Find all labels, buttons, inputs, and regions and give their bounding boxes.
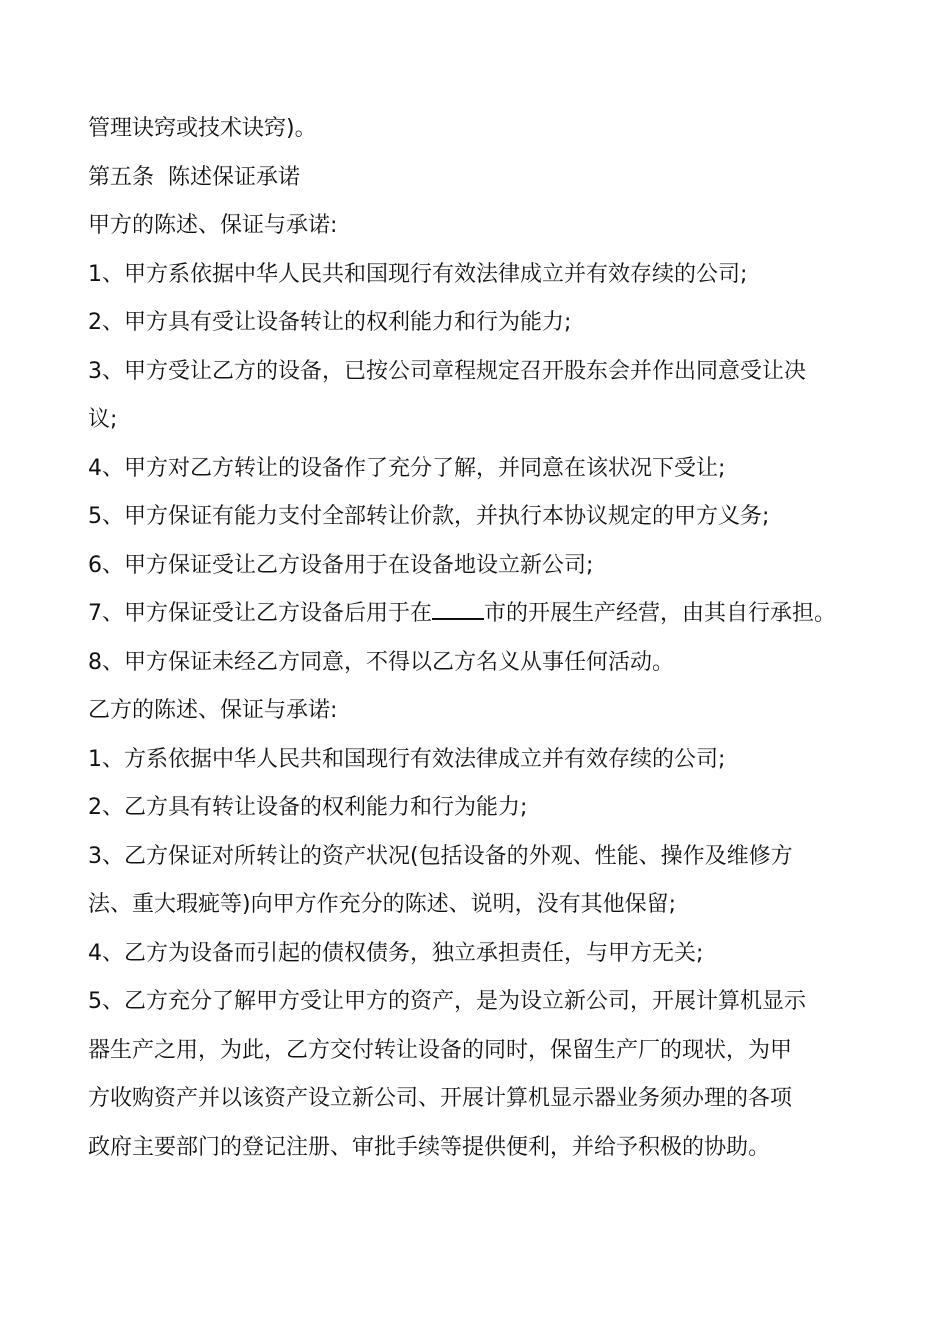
party-a-item-2 <box>88 307 888 356</box>
party-a-heading <box>88 210 888 259</box>
party-b-item-4-text: 4、乙方为设备而引起的债权债务，独立承担责任，与甲方无关; <box>88 940 704 966</box>
party-a-item-4 <box>88 453 888 502</box>
party-b-item-5-cont-3 <box>88 1132 888 1181</box>
party-b-item-1-text: 1、方系依据中华人民共和国现行有效法律成立并有效存续的公司; <box>88 746 726 772</box>
text-line-1-text: 管理诀窍或技术诀窍)。 <box>88 116 317 141</box>
document-body <box>88 113 888 1180</box>
party-b-item-5-cont-2-text: 方收购资产并以该资产设立新公司、开展计算机显示器业务须办理的各项 <box>88 1086 793 1111</box>
party-a-item-6-text: 6、甲方保证受让乙方设备用于在设备地设立新公司; <box>88 552 594 578</box>
party-a-item-3-cont <box>88 404 888 453</box>
party-b-item-2-text: 2、乙方具有转让设备的权利能力和行为能力; <box>88 795 528 820</box>
party-a-item-2-text: 2、甲方具有受让设备转让的权利能力和行为能力; <box>88 310 572 335</box>
party-a-item-5-text: 5、甲方保证有能力支付全部转让价款，并执行本协议规定的甲方义务; <box>88 504 770 529</box>
fill-in-blank <box>432 598 484 620</box>
party-b-item-1 <box>88 744 888 793</box>
party-a-item-7-text-b: 市的开展生产经营，由其自行承担。 <box>484 601 837 626</box>
party-b-item-2 <box>88 792 888 841</box>
party-a-item-8-text: 8、甲方保证未经乙方同意，不得以乙方名义从事任何活动。 <box>88 649 674 675</box>
party-b-item-5-text: 5、乙方充分了解甲方受让甲方的资产，是为设立新公司，开展计算机显示 <box>88 989 806 1014</box>
party-a-item-7 <box>88 598 888 647</box>
party-b-item-4 <box>88 938 888 987</box>
party-a-item-1 <box>88 259 888 308</box>
party-b-item-5-cont-1 <box>88 1035 888 1084</box>
party-b-item-5-cont-3-text: 政府主要部门的登记注册、审批手续等提供便利，并给予积极的协助。 <box>88 1134 771 1160</box>
party-b-item-3-text: 3、乙方保证对所转让的资产状况(包括设备的外观、性能、操作及维修方 <box>88 843 793 869</box>
party-b-item-5-cont-2 <box>88 1083 888 1132</box>
party-b-item-3 <box>88 841 888 890</box>
party-a-item-1-text: 1、甲方系依据中华人民共和国现行有效法律成立并有效存续的公司; <box>88 261 748 287</box>
party-b-item-3-cont-text: 法、重大瑕疵等)向甲方作充分的陈述、说明，没有其他保留; <box>88 892 676 917</box>
party-a-item-4-text: 4、甲方对乙方转让的设备作了充分了解，并同意在该状况下受让; <box>88 455 726 481</box>
party-a-item-7-text-a: 7、甲方保证受让乙方设备后用于在 <box>88 601 432 626</box>
party-a-item-5 <box>88 501 888 550</box>
party-b-heading-text: 乙方的陈述、保证与承诺: <box>88 698 338 723</box>
party-a-item-3 <box>88 356 888 405</box>
text-line-1 <box>88 113 888 162</box>
party-b-item-5-cont-1-text: 器生产之用，为此，乙方交付转让设备的同时，保留生产厂的现状，为甲 <box>88 1037 793 1063</box>
party-b-item-5 <box>88 986 888 1035</box>
party-b-heading <box>88 695 888 744</box>
party-a-item-3-text: 3、甲方受让乙方的设备，已按公司章程规定召开股东会并作出同意受让决 <box>88 358 806 384</box>
party-a-heading-text: 甲方的陈述、保证与承诺: <box>88 213 338 238</box>
party-b-item-3-cont <box>88 889 888 938</box>
party-a-item-8 <box>88 647 888 696</box>
section-heading <box>88 162 888 211</box>
party-a-item-6 <box>88 550 888 599</box>
section-heading-text: 第五条 陈述保证承诺 <box>88 164 300 190</box>
party-a-item-3-cont-text: 议; <box>88 407 118 432</box>
